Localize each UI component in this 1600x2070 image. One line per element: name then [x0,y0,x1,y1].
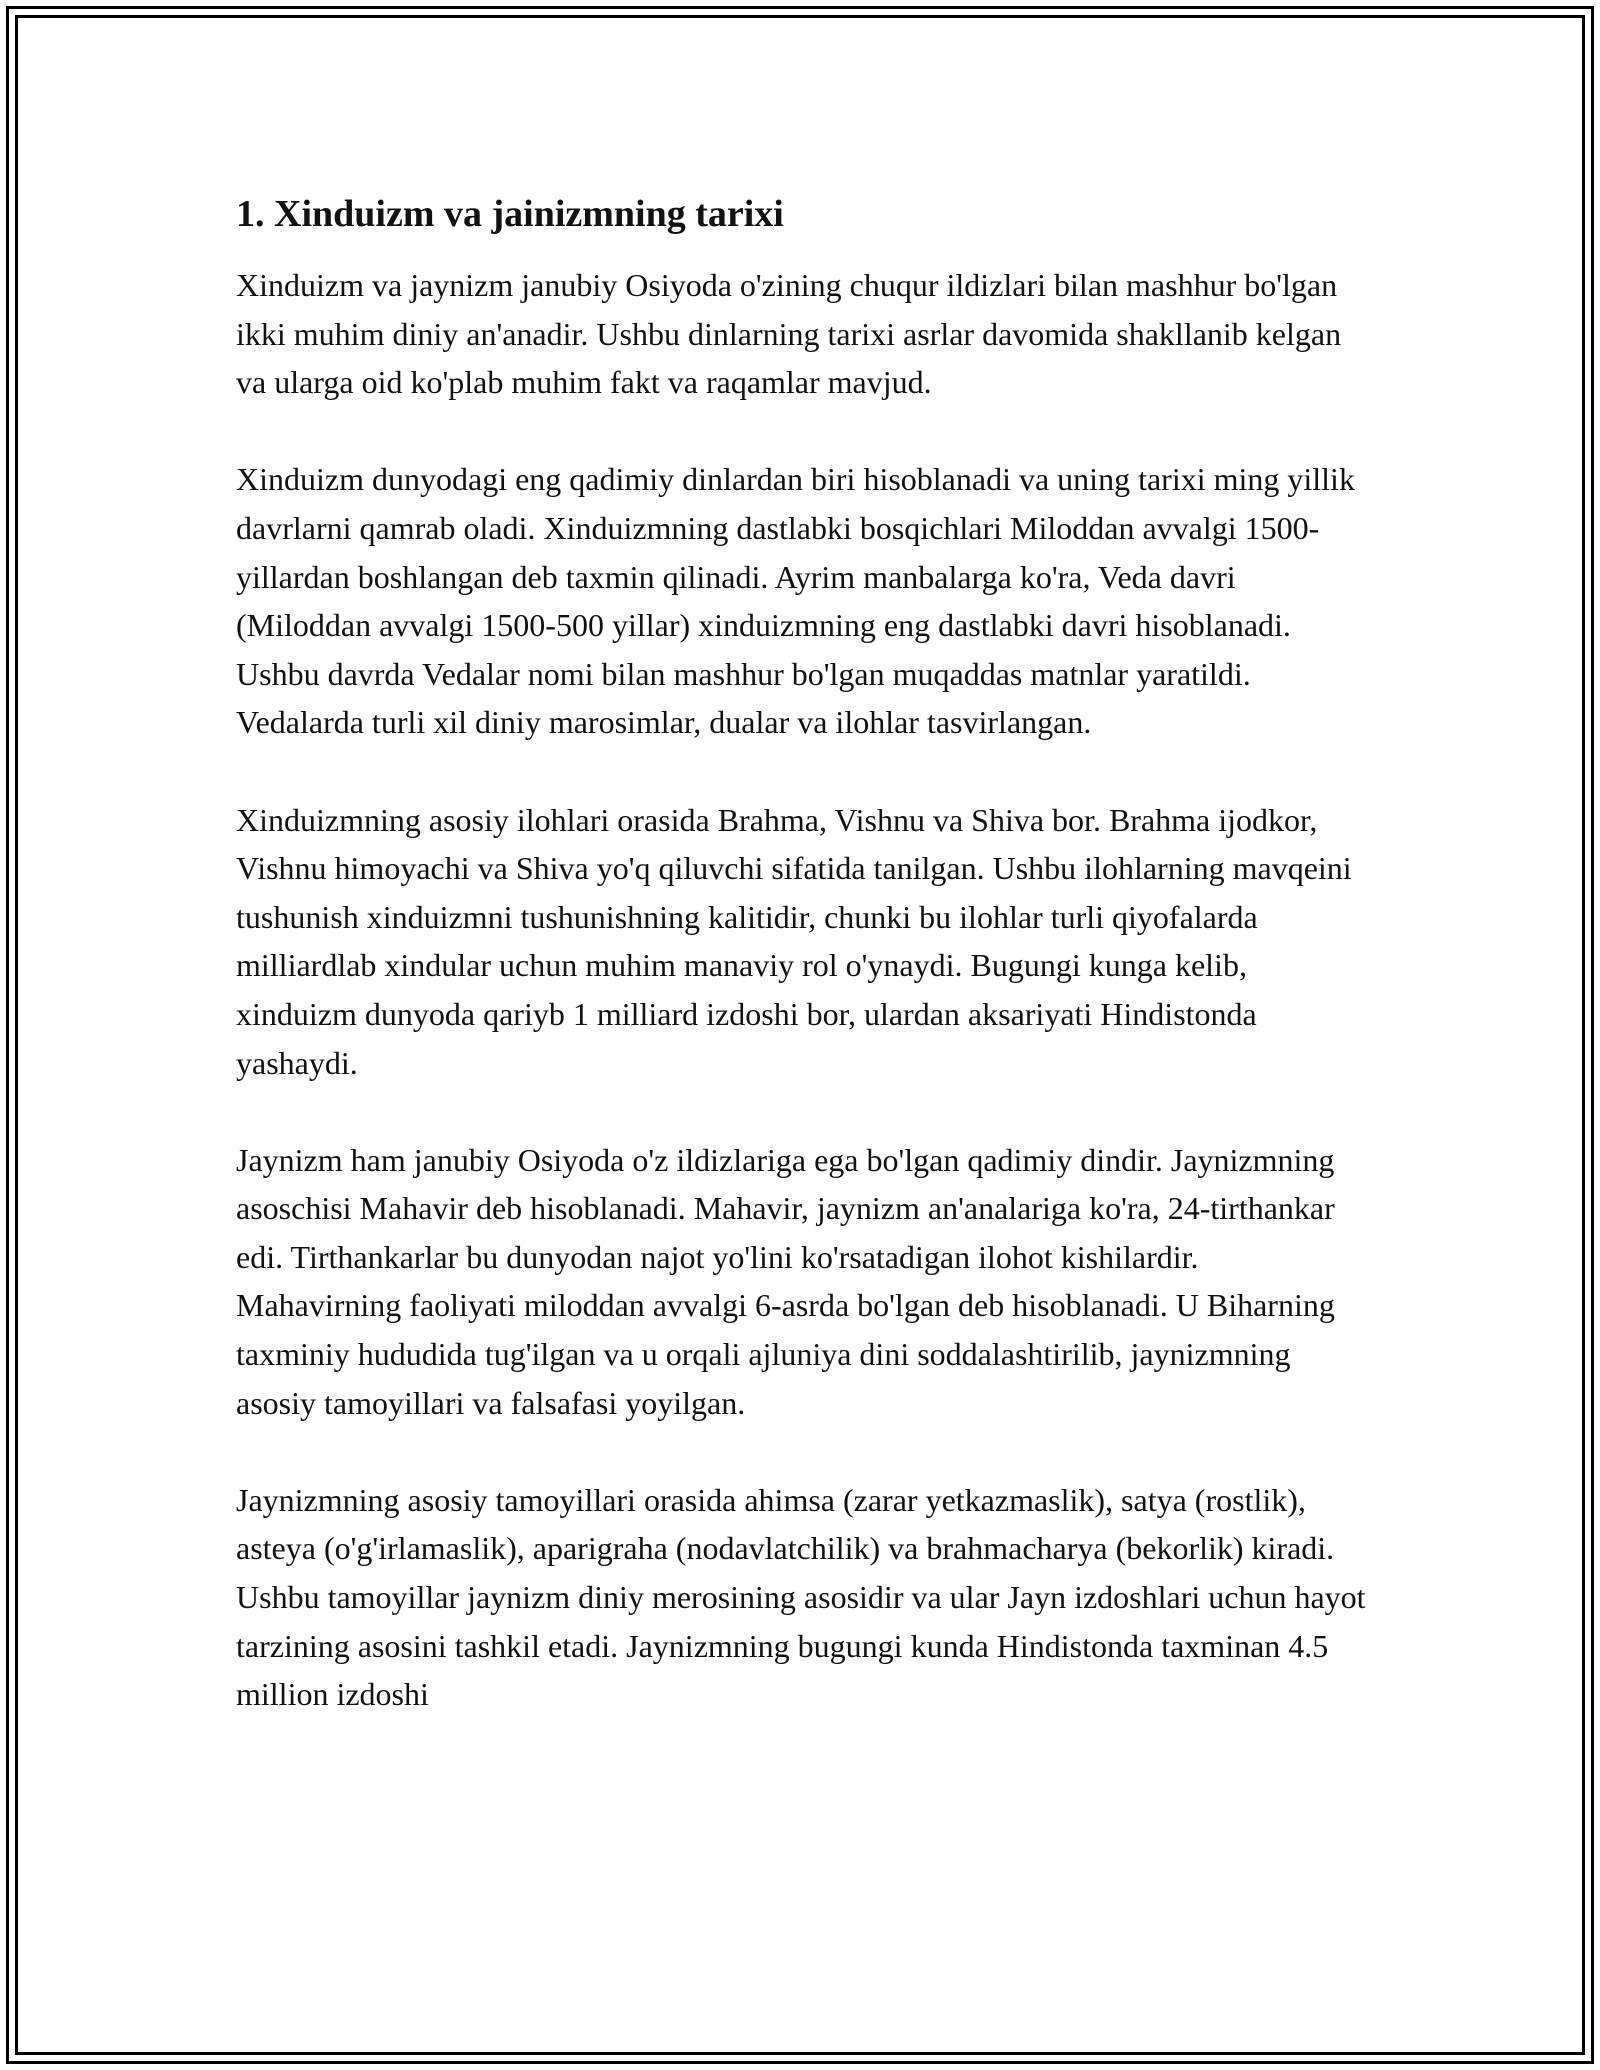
paragraph-jainism-history: Jaynizm ham janubiy Osiyoda o'z ildizlariga ega bo'lgan qadimiy dindir. Jaynizmning asoschisi Mahavir deb hisoblanadi. Mahavir, jaynizm an'analariga ko'ra, 24-tirthankar edi. Tirthankarlar bu dunyodan najot yo'lini ko'rsatadigan ilohot kishilardir. Mahavirning faoliyati miloddan avvalgi 6-asrda bo'lgan deb hisoblanadi. U Biharning taxminiy hududida tug'ilgan va u orqali ajluniya dini soddalashtirilib, jaynizmning asosiy tamoyillari va falsafasi yoyilgan. [236,1141,1335,1421]
paragraph-hinduism-history: Xinduizm dunyodagi eng qadimiy dinlardan biri hisoblanadi va uning tarixi ming yillik davrlarni qamrab oladi. Xinduizmning dastlabki bosqichlari Miloddan avvalgi 1500-yillardan boshlangan deb taxmin qilinadi. Ayrim manbalarga ko'ra, Veda davri (Miloddan avvalgi 1500-500 yillar) xinduizmning eng dastlabki davri hisoblanadi. Ushbu davrda Vedalar nomi bilan mashhur bo'lgan muqaddas matnlar yaratildi. Vedalarda turli xil diniy marosimlar, dualar va ilohlar tasvirlangan. [236,461,1355,741]
document-body [236,185,1366,1719]
paragraph-hindu-deities: Xinduizmning asosiy ilohlari orasida Brahma, Vishnu va Shiva bor. Brahma ijodkor, Vishnu himoyachi va Shiva yo'q qiluvchi sifatida tanilgan. Ushbu ilohlarning mavqeini tushunish xinduizmni tushunishning kalitidir, chunki bu ilohlar turli qiyofalarda milliardlab xindular uchun muhim manaviy rol o'ynaydi. Bugungi kunga kelib, xinduizm dunyoda qariyb 1 milliard izdoshi bor, ulardan aksariyati Hindistonda yashaydi. [236,801,1352,1081]
section-heading: 1. Xinduizm va jainizmning tarixi [236,193,784,235]
paragraph-jainism-principles: Jaynizmning asosiy tamoyillari orasida ahimsa (zarar yetkazmaslik), satya (rostlik), asteya (o'g'irlamaslik), aparigraha (nodavlatchilik) va brahmacharya (bekorlik) kiradi. Ushbu tamoyillar jaynizm diniy merosining asosidir va ular Jayn izdoshlari uchun hayot tarzining asosini tashkil etadi. Jaynizmning bugungi kunda Hindistonda taxminan 4.5 million izdoshi [236,1481,1366,1713]
paragraph-intro: Xinduizm va jaynizm janubiy Osiyoda o'zining chuqur ildizlari bilan mashhur bo'lgan ikki muhim diniy an'anadir. Ushbu dinlarning tarixi asrlar davomida shakllanib kelgan va ularga oid ko'plab muhim fakt va raqamlar mavjud. [236,267,1342,401]
